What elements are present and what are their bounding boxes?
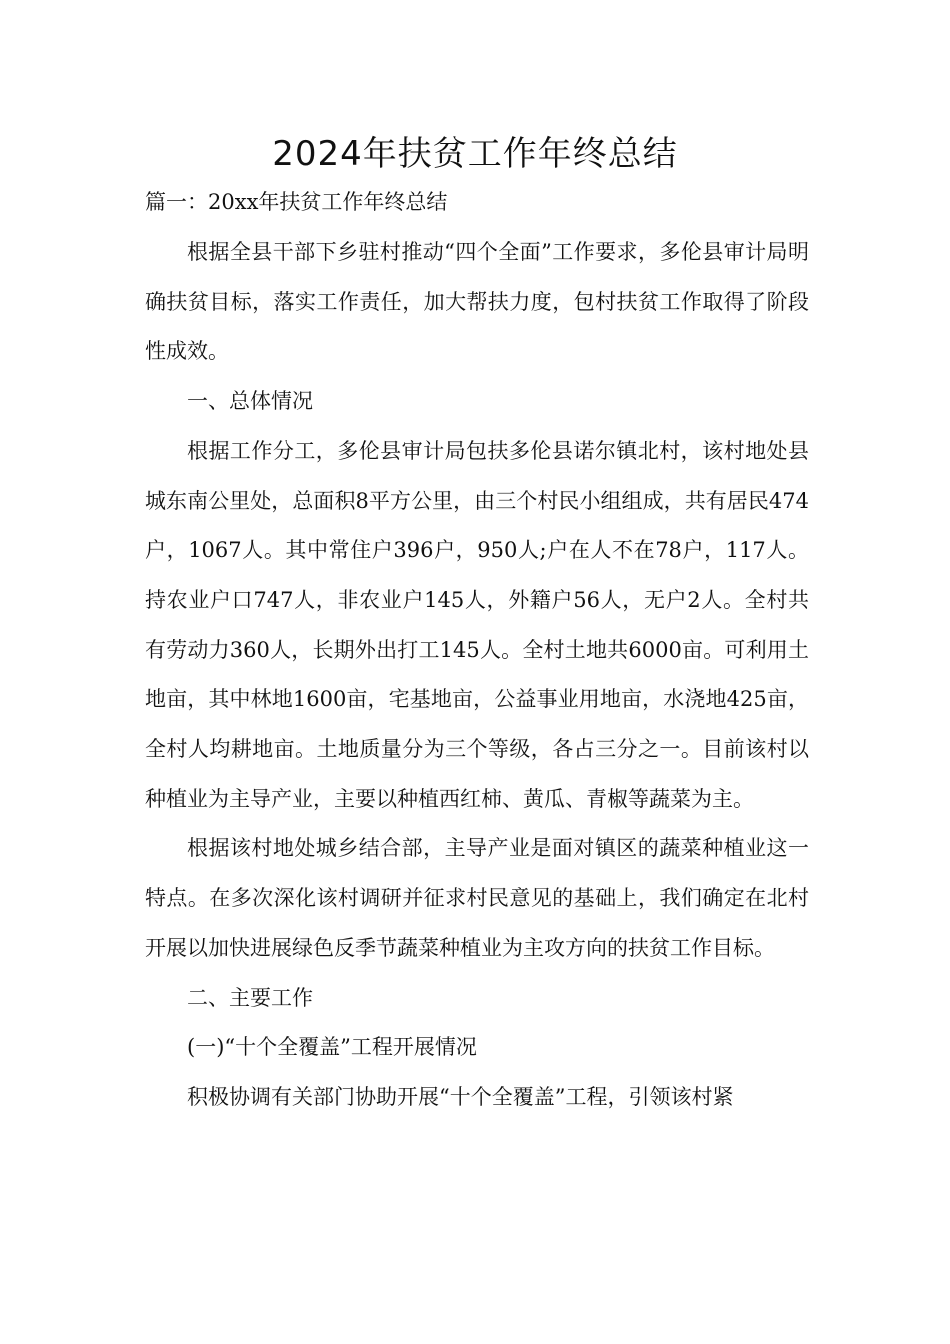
- paragraph-intro: 根据全县干部下乡驻村推动“四个全面”工作要求，多伦县审计局明确扶贫目标，落实工作责任，加大帮扶力度，包村扶贫工作取得了阶段性成效。: [145, 240, 809, 364]
- subsection-heading-coverage: (一)“十个全覆盖”工程开展情况: [187, 1035, 477, 1060]
- document-title: 2024年扶贫工作年终总结: [272, 134, 678, 174]
- section-heading-main-work: 二、主要工作: [187, 985, 313, 1010]
- document-body: [145, 228, 809, 1123]
- paragraph-goal: 根据该村地处城乡结合部，主导产业是面对镇区的蔬菜种植业这一特点。在多次深化该村调研并征求村民意见的基础上，我们确定在北村开展以加快进展绿色反季节蔬菜种植业为主攻方向的扶贫工作目标。: [145, 836, 809, 960]
- paragraph-coverage: 积极协调有关部门协助开展“十个全覆盖”工程，引领该村紧: [187, 1084, 734, 1109]
- paragraph-overview: 根据工作分工，多伦县审计局包扶多伦县诺尔镇北村，该村地处县城东南公里处，总面积8平方公里，由三个村民小组组成，共有居民474户，1067人。其中常住户396户，950人;户在人不在78户，117人。持农业户口747人，非农业户145人，外籍户56人，无户2人。全村共有劳动力360人，长期外出打工145人。全村土地共6000亩。可利用土地亩，其中林地1600亩，宅基地亩，公益事业用地亩，水浇地425亩，全村人均耕地亩。土地质量分为三个等级，各占三分之一。目前该村以种植业为主导产业，主要以种植西红柿、黄瓜、青椒等蔬菜为主。: [145, 438, 809, 811]
- document-subtitle: 篇一：20xx年扶贫工作年终总结: [145, 190, 448, 214]
- section-heading-overview: 一、总体情况: [187, 389, 313, 414]
